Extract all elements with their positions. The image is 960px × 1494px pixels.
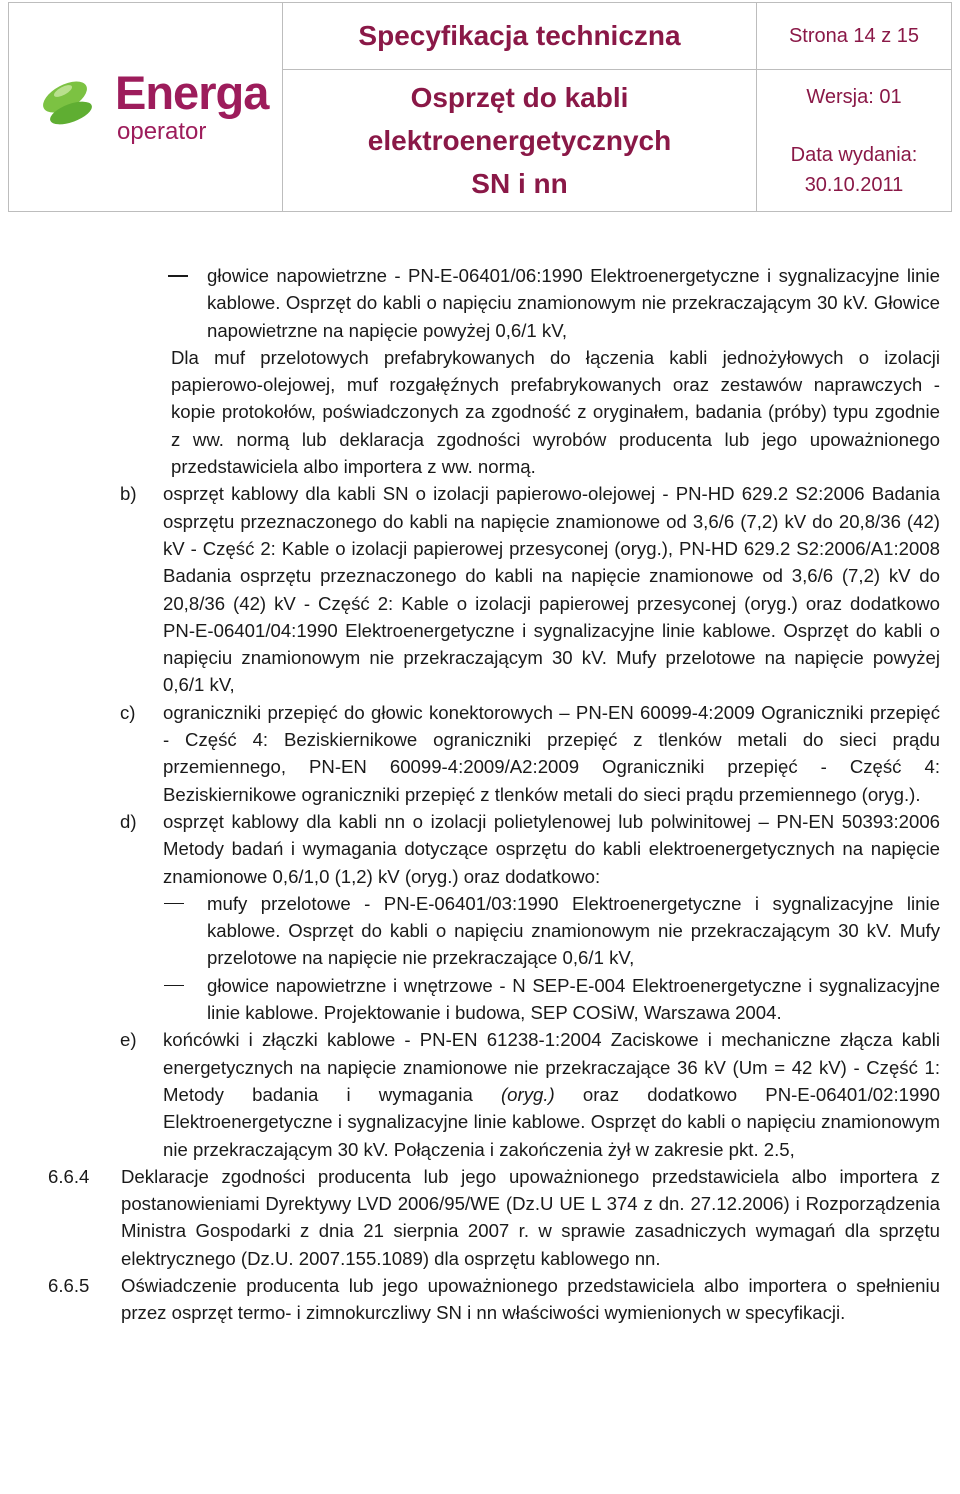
list-item <box>0 890 960 972</box>
logo-subtitle: operator <box>117 118 207 145</box>
section-text: Oświadczenie producenta lub jego upoważnionego przedstawiciela albo importera o spełnieniu przez osprzęt termo- i zimnokurczliwy SN i nn właściwości wymienionych w specyfikacji. <box>121 1274 940 1324</box>
subtitle-line: SN i nn <box>471 168 568 199</box>
list-item <box>0 808 960 890</box>
list-marker: d) <box>120 810 137 832</box>
list-item <box>0 699 960 808</box>
section-6-6-5 <box>0 1272 960 1327</box>
document-header <box>8 2 952 212</box>
list-marker: e) <box>120 1029 137 1051</box>
list-item-text: mufy przelotowe - PN-E-06401/03:1990 Elektroenergetyczne i sygnalizacyjne linie kablowe. Osprzęt do kabli o napięciu znamionowym nie przekraczającym 30 kV. Mufy przelotowe na napięcie nie przekraczające 0,6/1 kV, <box>207 892 940 969</box>
date-value: 30.10.2011 <box>804 173 904 196</box>
list-item-text: osprzęt kablowy dla kabli nn o izolacji polietylenowej lub polwinitowej – PN-EN 50393:2006 Metody badań i wymagania dotyczące osprzętu do kabli elektroenergetycznych na napięcie znamionowe 0,6/1,0 (1,2) kV (oryg.) oraz dodatkowo: <box>163 810 940 887</box>
page-title: Specyfikacja techniczna <box>283 3 757 70</box>
section-6-6-4 <box>0 1163 960 1272</box>
list-item-text: oraz dodatkowo PN-E-06401/02:1990 Elektroenergetyczne i sygnalizacyjne linie kablowe. Osprzęt do kabli o napięciu znamionowym nie przekraczającym 30 kV. Połączenia i zakończenia żył w zakresie pkt. 2.5, <box>163 1083 940 1160</box>
document-body <box>0 262 960 1327</box>
subtitle-line: elektroenergetycznych <box>367 125 672 156</box>
list-item-text: ograniczniki przepięć do głowic konektorowych – PN-EN 60099-4:2009 Ograniczniki przepięć - Część 4: Beziskiernikowe ograniczniki przepięć z tlenków metali do sieci prądu przemiennego, PN-EN 60099-4:2009/A2:2009 Ograniczniki przepięć - Część 4: Beziskiernikowe ograniczniki przepięć z tlenków metali do sieci prądu przemiennego (oryg.). <box>163 701 940 805</box>
date-label: Data wydania: <box>790 143 918 166</box>
list-item-text: końcówki i złączki kablowe - PN-EN 61238-1:2004 Zaciskowe i mechaniczne złącza kabli energetycznych na napięcie znamionowe nie przekraczające 36 kV (Um = 42 kV) - Część 1: Metody badania i wymagania <box>163 1029 940 1105</box>
page-subtitle <box>283 70 757 212</box>
italic-text: (oryg.) <box>500 1083 555 1105</box>
dash-bullet <box>164 985 184 987</box>
section-number: 6.6.5 <box>48 1274 90 1296</box>
list-marker: b) <box>120 483 137 505</box>
list-item-text: osprzęt kablowy dla kabli SN o izolacji papierowo-olejowej - PN-HD 629.2 S2:2006 Badania osprzętu przeznaczonego do kabli na napięcie znamionowe od 3,6/6 (7,2) kV do 20,8/36 (42) kV - Część 2: Kable o izolacji papierowej przesyconej (oryg.), PN-HD 629.2 S2:2006/A1:2008 Badania osprzętu przeznaczonego do kabli na napięcie znamionowe od 3,6/6 (7,2) kV do 20,8/36 (42) kV - Część 2: Kable o izolacji papierowej przesyconej (oryg.) oraz dodatkowo PN-E-06401/04:1990 Elektroenergetyczne i sygnalizacyjne linie kablowe. Osprzęt do kabli o napięciu znamionowym nie przekraczającym 30 kV. Mufy przelotowe na napięcie powyżej 0,6/1 kV, <box>163 483 940 696</box>
paragraph: Dla muf przelotowych prefabrykowanych do łączenia kabli jednożyłowych o izolacji papierowo-olejowej, muf rozgałęźnych prefabrykowanych oraz zestawów naprawczych - kopie protokołów, poświadczonych za zgodność z oryginałem, badania (próby) typu zgodnie z ww. normą lub deklaracja zgodności wyrobów producenta lub jego upoważnionego przedstawiciela albo importera z ww. normą. <box>171 346 940 478</box>
list-item-text: głowice napowietrzne - PN-E-06401/06:1990 Elektroenergetyczne i sygnalizacyjne linie kablowe. Osprzęt do kabli o napięciu znamionowym nie przekraczającym 30 kV. Głowice napowietrzne na napięcie powyżej 0,6/1 kV, <box>207 265 940 341</box>
logo-cell <box>9 3 283 212</box>
list-marker: c) <box>120 701 136 723</box>
list-item <box>0 1026 960 1162</box>
section-text: Deklaracje zgodności producenta lub jego upoważnionego przedstawiciela albo importera z postanowieniami Dyrektywy LVD 2006/95/WE (Dz.U UE L 374 z dn. 27.12.2006) i Rozporządzenia Ministra Gospodarki z dnia 21 sierpnia 2007 r. w sprawie zasadniczych wymagań dla sprzętu elektrycznego (Dz.U. 2007.155.1089) dla osprzętu kablowego nn. <box>121 1165 940 1269</box>
list-item <box>0 262 960 344</box>
list-item <box>0 972 960 1027</box>
section-number: 6.6.4 <box>48 1165 90 1187</box>
logo-word: Energa <box>115 66 269 119</box>
version-info <box>757 70 952 212</box>
list-item-text: głowice napowietrzne i wnętrzowe - N SEP-E-004 Elektroenergetyczne i sygnalizacyjne linie kablowe. Projektowanie i budowa, SEP COSiW, Warszawa 2004. <box>207 974 940 1024</box>
version: Wersja: 01 <box>806 85 902 108</box>
list-item <box>0 480 960 698</box>
dash-bullet <box>168 275 188 277</box>
dash-bullet <box>164 903 184 905</box>
energa-logo <box>35 63 275 147</box>
page-number: Strona 14 z 15 <box>757 3 952 70</box>
energa-leaf-icon <box>35 69 105 139</box>
subtitle-line: Osprzęt do kabli <box>410 82 629 113</box>
